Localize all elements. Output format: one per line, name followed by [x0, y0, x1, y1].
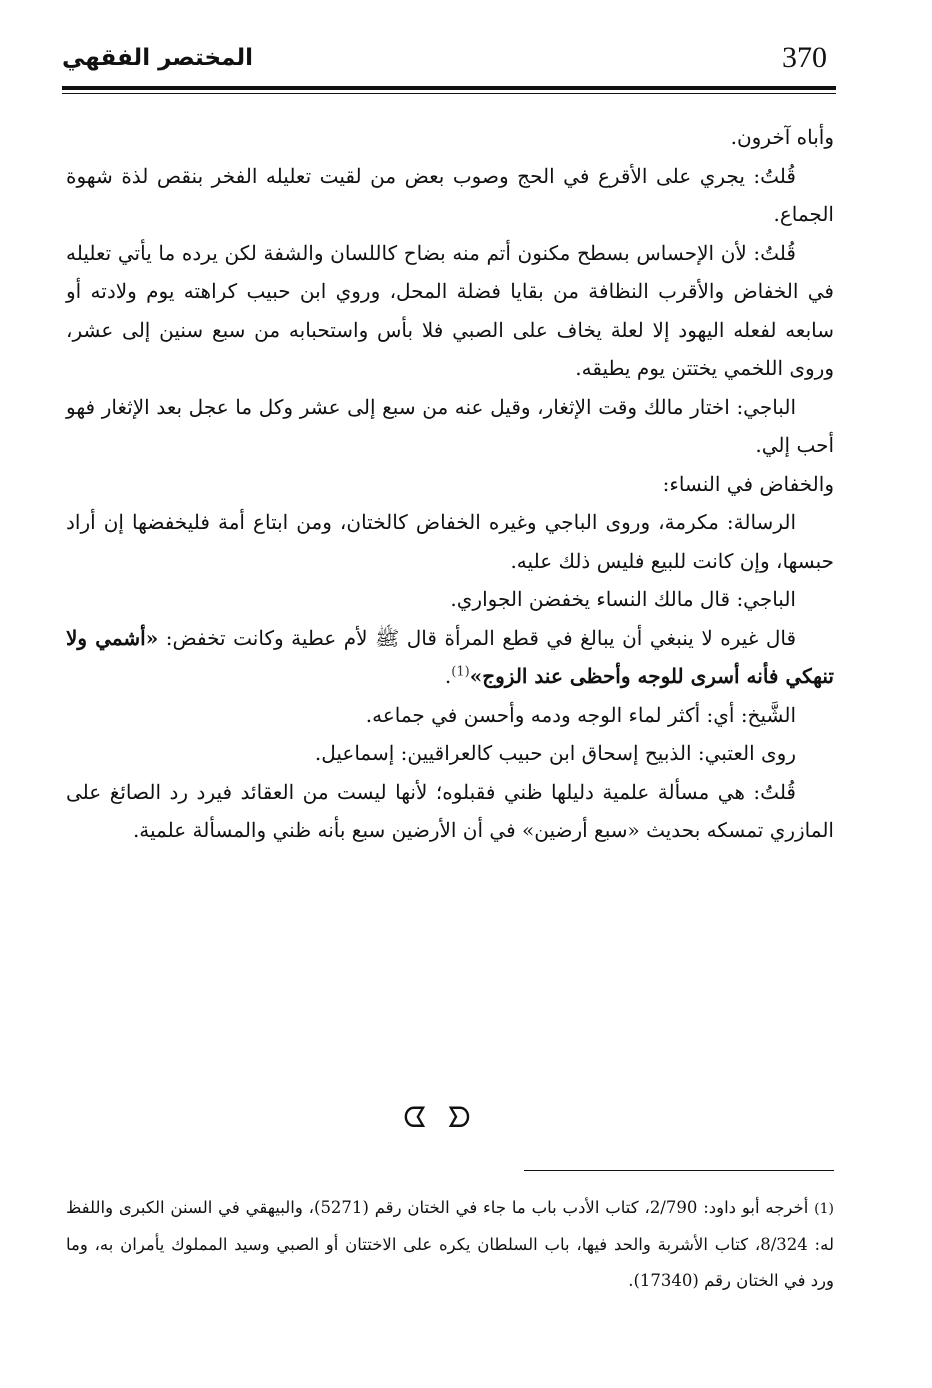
header-rule-thick: [62, 86, 836, 90]
footnote-reference[interactable]: (1): [451, 664, 470, 680]
hadith-quote: «أشمي ولا تنهكي فأنه أسرى للوجه وأحظى عند الزوج»: [66, 625, 834, 688]
sentence-end: .: [444, 664, 452, 688]
footnote-marker: (1): [814, 1201, 835, 1217]
footnotes: [66, 1190, 834, 1299]
paragraph: روى العتبي: الذبيح إسحاق ابن حبيب كالعراقيين: إسماعيل.: [314, 741, 796, 765]
book-title: المختصر الفقهي: [62, 45, 253, 71]
header-rule-thin: [62, 93, 836, 94]
section-ornament-icon: ᗧ ᗤ: [403, 1101, 477, 1134]
paragraph-hadith: [66, 619, 834, 696]
page-header: [62, 38, 836, 84]
paragraph: قُلتُ: لأن الإحساس بسطح مكنون أتم منه بضاح كاللسان والشفة لكن يرده ما يأتي تعليله في الخفاض والأقرب النظافة من بقايا فضلة المحل، وروي ابن حبيب كراهته يوم ولادته أو سابعه لفعله اليهود إلا لعلة يخاف على الصبي فلا بأس واستحبابه من سبع سنين إلى عشر، وروى اللخمي يختتن يوم يطيقه.: [66, 240, 834, 380]
footnote-separator: [524, 1170, 834, 1171]
page-number: 370: [782, 41, 827, 74]
paragraph: الرسالة: مكرمة، وروى الباجي وغيره الخفاض كالختان، ومن ابتاع أمة فليخفضها إن أراد حبسها، وإن كانت للبيع فليس ذلك عليه.: [66, 510, 834, 573]
footnote-text: أخرجه أبو داود: 2/790، كتاب الأدب باب ما جاء في الختان رقم (5271)، والبيهقي في السنن الكبرى واللفظ له: 8/324، كتاب الأشربة والحد فيها، باب السلطان يكره على الاختتان أو الصبي وسيد المملوك يأمران به، وما ورد في الختان رقم (17340).: [66, 1198, 834, 1290]
paragraph: الباجي: قال مالك النساء يخفضن الجواري.: [450, 587, 796, 611]
footnote-item: [66, 1190, 834, 1299]
paragraph: قُلتُ: يجري على الأقرع في الحج وصوب بعض من لقيت تعليله الفخر بنقص لذة شهوة الجماع.: [66, 163, 834, 226]
main-text: [66, 118, 834, 850]
paragraph: الشَّيخ: أي: أكثر لماء الوجه ودمه وأحسن في جماعه.: [365, 702, 796, 727]
paragraph: الباجي: اختار مالك وقت الإثغار، وقيل عنه من سبع إلى عشر وكل ما عجل بعد الإثغار فهو أحب إلي.: [66, 394, 834, 457]
section-heading: والخفاض في النساء:: [662, 471, 834, 496]
paragraph: قُلتُ: هي مسألة علمية دليلها ظني فقبلوه؛ لأنها ليست من العقائد فيرد رد الصائغ على المازري تمسكه بحديث «سبع أرضين» في أن الأرضين سبع بأنه ظني والمسألة علمية.: [66, 779, 834, 842]
paragraph: وأباه آخرون.: [730, 125, 834, 149]
hadith-intro: قال غيره لا ينبغي أن يبالغ في قطع المرأة قال ﷺ لأم عطية وكانت تخفض:: [165, 625, 797, 650]
